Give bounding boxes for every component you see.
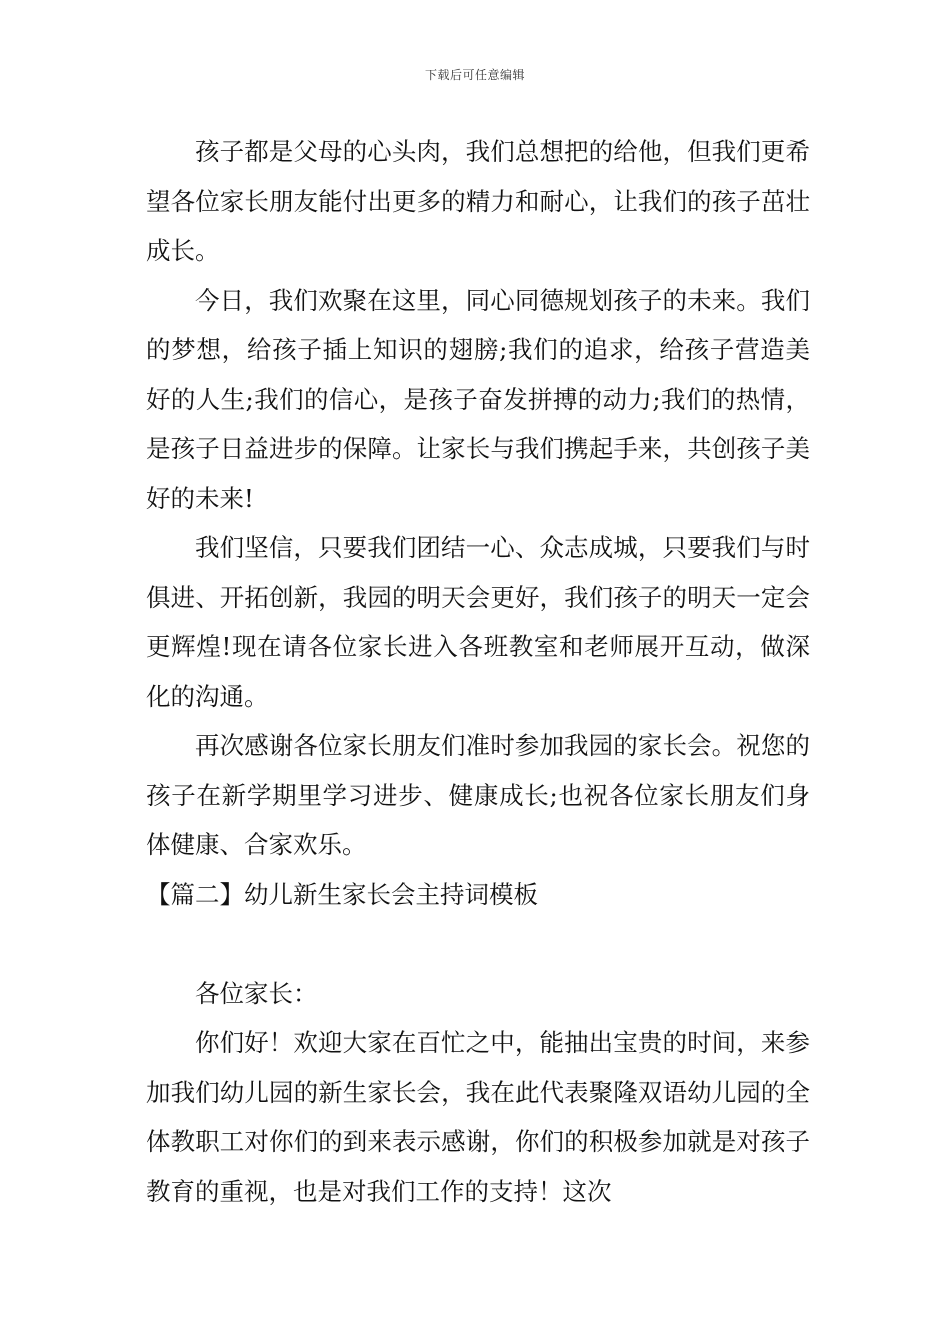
document-body — [146, 127, 810, 1216]
paragraph-3: 我们坚信，只要我们团结一心、众志成城，只要我们与时俱进、开拓创新，我园的明天会更好，我们孩子的明天一定会更辉煌!现在请各位家长进入各班教室和老师展开互动，做深化的沟通。 — [146, 533, 810, 711]
paragraph-1: 孩子都是父母的心头肉，我们总想把的给他，但我们更希望各位家长朋友能付出更多的精力和耐心，让我们的孩子茁壮成长。 — [146, 137, 810, 265]
greeting-line: 各位家长： — [195, 978, 318, 1008]
blank-line — [146, 919, 810, 969]
section-heading: 【篇二】幼儿新生家长会主持词模板 — [146, 879, 538, 909]
paragraph-4: 再次感谢各位家长朋友们准时参加我园的家长会。祝您的孩子在新学期里学习进步、健康成长;也祝各位家长朋友们身体健康、合家欢乐。 — [146, 731, 810, 859]
page-header: 下载后可任意编辑 — [424, 68, 525, 82]
paragraph-2: 今日，我们欢聚在这里，同心同德规划孩子的未来。我们的梦想，给孩子插上知识的翅膀;我们的追求，给孩子营造美好的人生;我们的信心，是孩子奋发拼搏的动力;我们的热情，是孩子日益进步的保障。让家长与我们携起手来，共创孩子美好的未来! — [146, 285, 810, 513]
paragraph-5: 你们好！欢迎大家在百忙之中，能抽出宝贵的时间，来参加我们幼儿园的新生家长会，我在此代表聚隆双语幼儿园的全体教职工对你们的到来表示感谢，你们的积极参加就是对孩子教育的重视，也是对我们工作的支持！这次 — [146, 1028, 810, 1206]
